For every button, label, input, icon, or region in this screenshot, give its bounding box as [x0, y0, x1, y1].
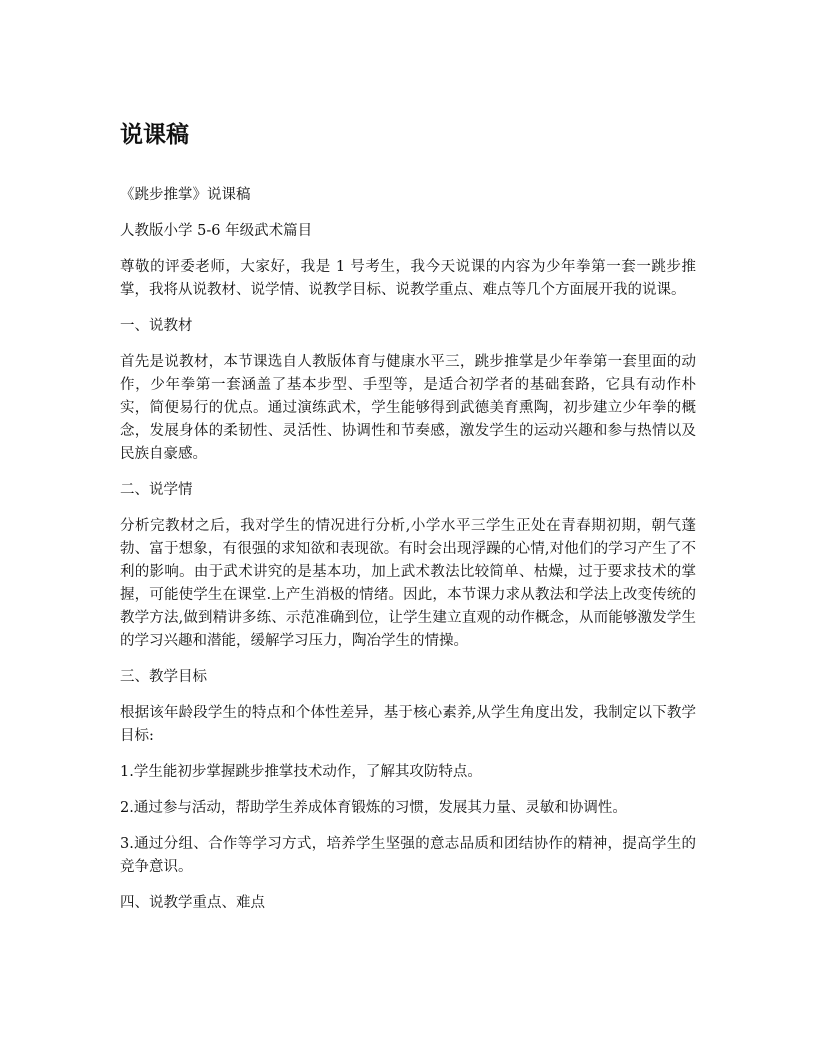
objectives-intro: 根据该年龄段学生的特点和个体性差异，基于核心素养,从学生角度出发，我制定以下教学目标:: [120, 705, 696, 744]
section-heading-key-points: 四、说教学重点、难点: [120, 895, 265, 911]
intro-paragraph: 尊敬的评委老师，大家好，我是 1 号考生，我今天说课的内容为少年拳第一套一跳步推掌，我将从说教材、说学情、说教学目标、说教学重点、难点等几个方面展开我的说课。: [120, 259, 696, 298]
students-paragraph: 分析完教材之后，我对学生的情况进行分析,小学水平三学生正处在青春期初期，朝气蓬勃、富于想象，有很强的求知欲和表现欲。有时会出现浮躁的心情,对他们的学习产生了不利的影响。由于武术讲究的是基本功，加上武术教法比较简单、枯燥，过于要求技术的掌握，可能使学生在课堂.上产生消极的情绪。因此，本节课力求从教法和学法上改变传统的教学方法,做到精讲多练、示范准确到位，让学生建立直观的动作概念，从而能够激发学生的学习兴趣和潜能，缓解学习压力，陶冶学生的情操。: [120, 518, 696, 649]
lesson-title: 《跳步推掌》说课稿: [120, 187, 251, 203]
objective-item-3: 3.通过分组、合作等学习方式，培养学生坚强的意志品质和团结协作的精神，提高学生的竞争意识。: [120, 836, 696, 875]
textbook-info: 人教版小学 5-6 年级武术篇目: [120, 223, 313, 239]
section-heading-textbook: 一、说教材: [120, 318, 193, 334]
document-title: 说课稿: [120, 122, 189, 148]
section-heading-students: 二、说学情: [120, 482, 193, 498]
objective-item-2: 2.通过参与活动，帮助学生养成体育锻炼的习惯，发展其力量、灵敏和协调性。: [120, 800, 627, 816]
textbook-paragraph: 首先是说教材，本节课选自人教版体育与健康水平三，跳步推掌是少年拳第一套里面的动作，少年拳第一套涵盖了基本步型、手型等，是适合初学者的基础套路，它具有动作朴实，简便易行的优点。通过演练武术，学生能够得到武德美育熏陶，初步建立少年拳的概念，发展身体的柔韧性、灵活性、协调性和节奏感，激发学生的运动兴趣和参与热情以及民族自豪感。: [120, 354, 696, 462]
objective-item-1: 1.学生能初步掌握跳步推掌技术动作，了解其攻防特点。: [120, 764, 482, 780]
section-heading-objectives: 三、教学目标: [120, 669, 207, 685]
